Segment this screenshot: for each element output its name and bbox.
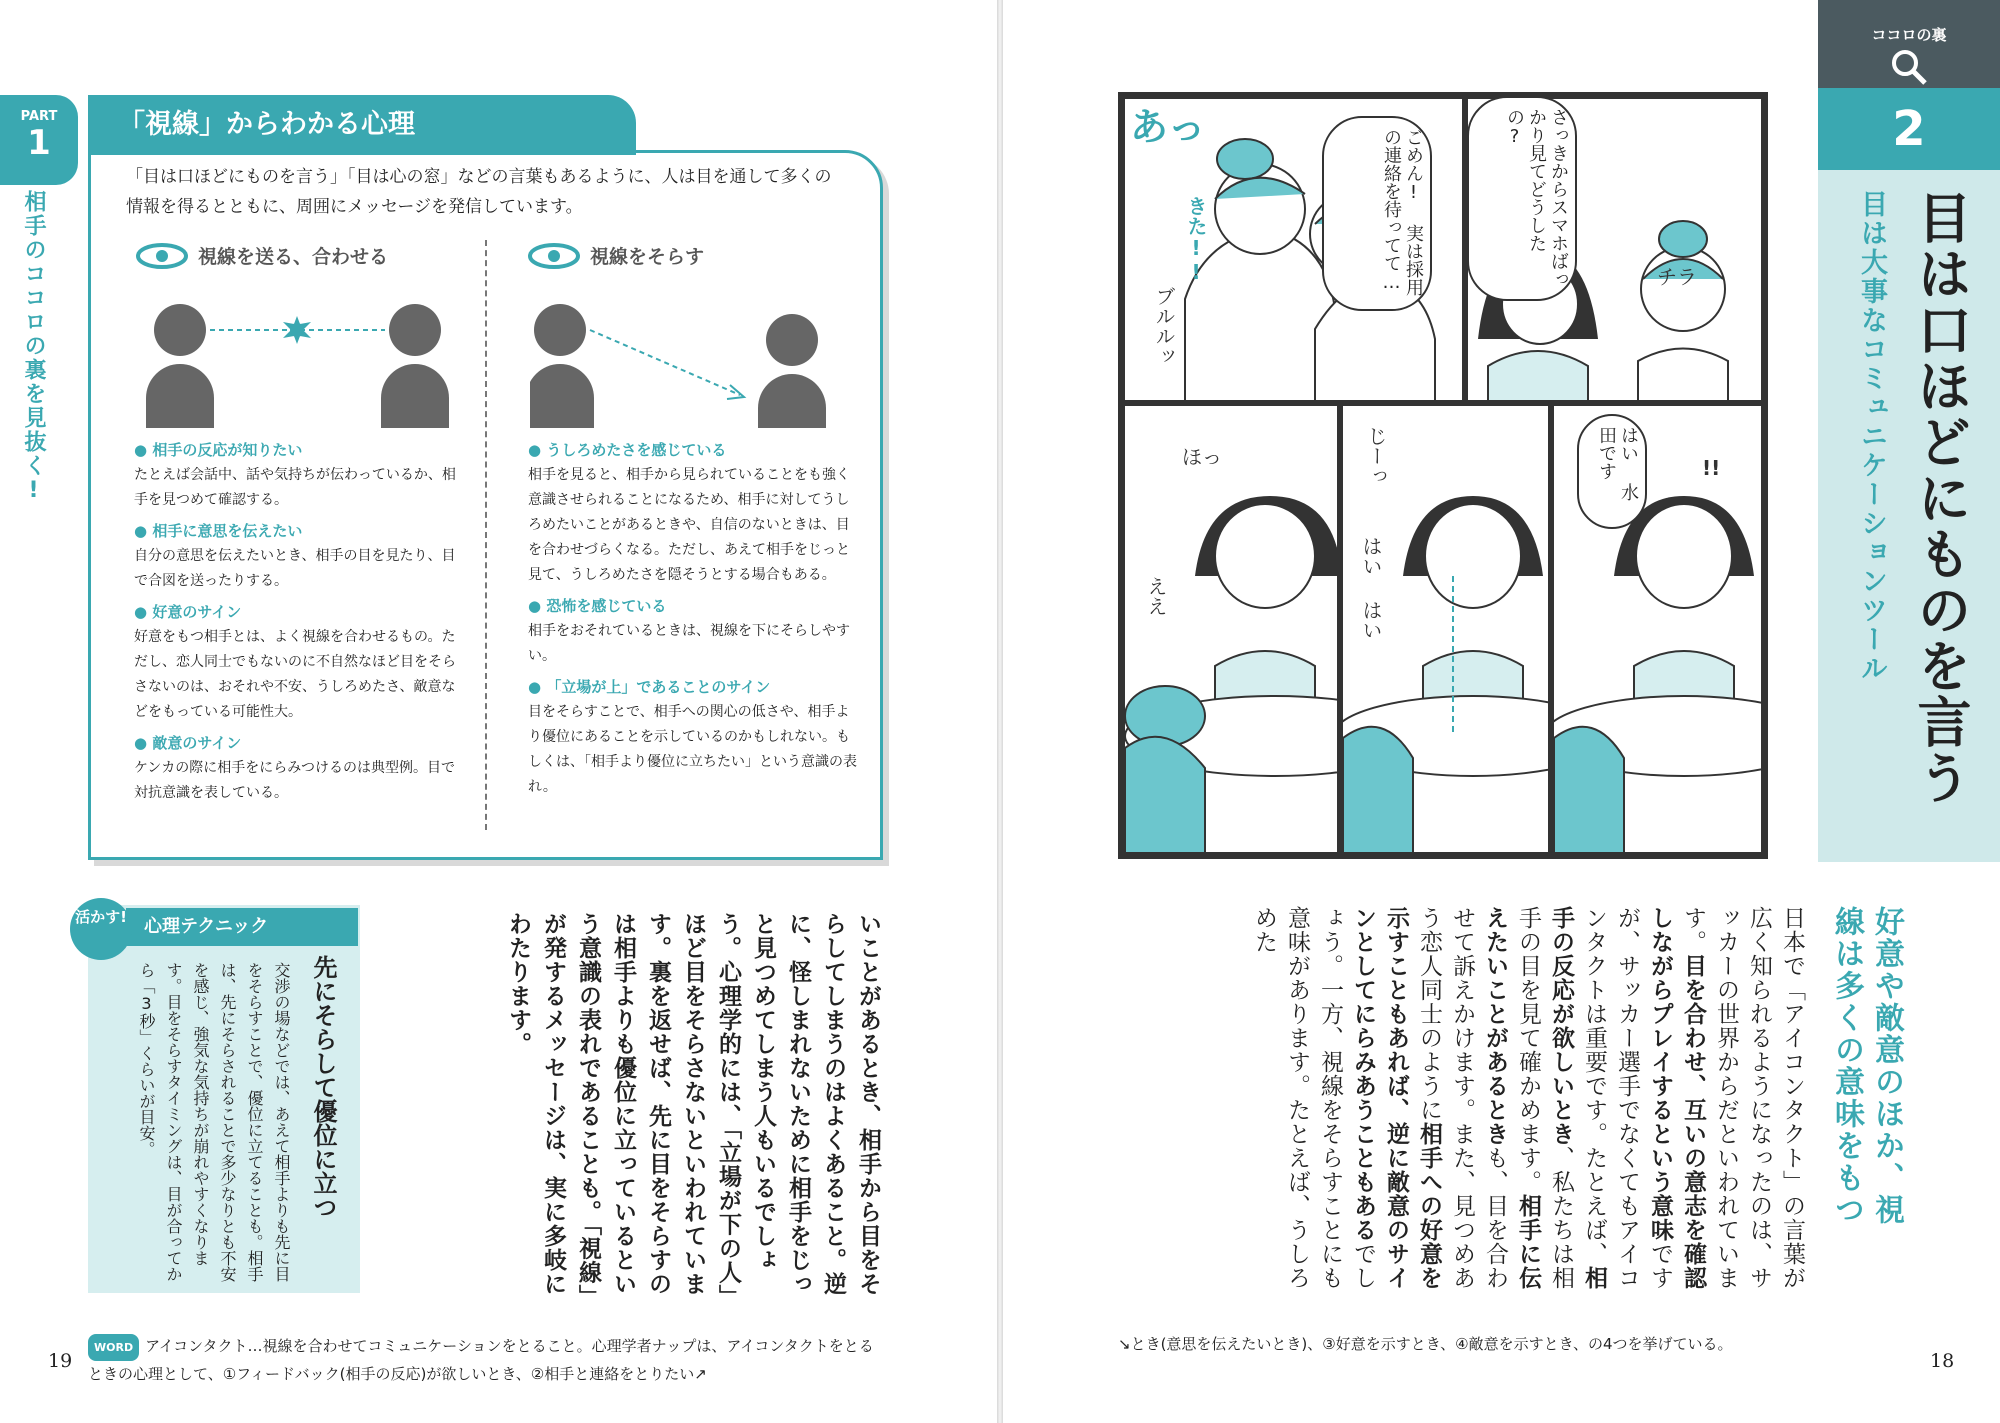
section-number: 2 [1818,88,2000,170]
part-label: PART [20,109,58,124]
col2-heading-text: 視線をそらす [590,246,705,268]
sfx-text: ブルルッ [1152,286,1176,366]
part-side-title: 相手のココロの裏を見抜く! [21,190,46,505]
text-run: ですが、サッカー選手でなくてもアイコンタクトは重要です。たとえば、 [1581,906,1673,1290]
sfx-text: チラ [1657,265,1697,289]
part-number: 1 [27,123,51,163]
sfx-text: はい はい [1359,536,1383,640]
text-run-bold: 相手の反応が欲しいとき [1548,906,1607,1290]
text-run: でしょう。一方、視線をそらすことにも意味があります。たとえば、うしろめた [1251,906,1376,1290]
page-number-left: 19 [48,1350,73,1372]
item-heading: ● 恐怖を感じている [528,594,858,619]
box-intro: 「目は口ほどにものを言う」「目は心の窓」などの言葉もあるように、人は目を通して多くの情報を得るとともに、周囲にメッセージを発信しています。 [126,167,832,217]
speech-bubble: さっきからスマホばっかり見てどうしたの? [1467,96,1577,301]
word-text: アイコンタクト…視線を合わせてコミュニケーションをとること。心理学者ナップは、アイコンタクトをとるときの心理として、①フィードバック(相手の反応)が欲しいとき、②相手と連絡をとりたい↗ [88,1337,874,1383]
page-title: 目は口ほどにものを言う [1909,190,1972,806]
text-run: も、目を合わせて訴えかけます。また、見つめあう恋人同士のように [1416,906,1508,1290]
sfx-text: ええ [1144,576,1168,616]
part-tab [0,95,78,185]
item-text: ケンカの際に相手をにらみつけるのは典型例。目で対抗意識を表している。 [134,760,456,801]
technique-tag: 活かす! [70,898,132,960]
sfx-text: !! [1702,456,1721,480]
word-tag: WORD [88,1334,139,1361]
section-tab [1818,0,2000,88]
item-text: 相手を見ると、相手から見られていることをも強く意識させられることになるため、相手に対してうしろめたいことがあるときや、自信のないときは、目を合わせづらくなる。ただし、あえて相手をじっと見て、うしろめたさを隠そうとする場合もある。 [528,467,850,583]
speech-bubble: はい 水田です [1577,414,1647,529]
technique-title: 先にそらして優位に立つ [309,955,337,1219]
col1-heading-text: 視線を送る、合わせる [198,246,389,268]
item-text: たとえば会話中、話や気持ちが伝わっているか、相手を見つめて確認する。 [134,467,456,508]
text-run-bold: 目を合わせ、互いの意志を確認しながらプレイするという意味 [1647,906,1706,1290]
item-heading: ● 好意のサイン [134,600,464,625]
comic-panel-3 [1122,403,1340,855]
left-main-text: いことがあるとき、相手から目をそらしてしまうのはよくあること。逆に、怪しまれないために相手をじっと見つめてしまう人もいるでしょう。心理学的には、「立場が下の人」ほど目をそらさないといわれています。裏を返せば、先に目をそらすのは相手よりも優位に立っているという意識の表れであることも。「視線」が発するメッセージは、実に多岐にわたります。 [505,912,881,1309]
item-text: 好意をもつ相手とは、よく視線を合わせるもの。ただし、恋人同士でもないのに不自然なほど目をそらさないのは、おそれや不安、うしろめたさ、敵意などをもっている可能性大。 [134,629,456,720]
gaze-avert-illustration [530,300,850,430]
text-run: 日本で「アイコンタクト」の言葉が広く知られるようになったのは、サッカーの世界からだといわれています。 [1680,906,1805,1290]
sfx-text: じーっ [1364,426,1388,486]
comic-art [1125,406,1340,855]
technique-bar: 心理テクニック [126,908,358,946]
item-heading: ● 「立場が上」であることのサイン [528,675,858,700]
magnifier-icon [1889,47,1929,87]
page-number-right: 18 [1930,1350,1955,1372]
item-heading: ● 相手の反応が知りたい [134,438,464,463]
word-footnote [88,1333,888,1388]
page-subtitle: 目は大事なコミュニケーションツール [1856,190,1887,683]
sfx-text: あっ [1130,105,1206,149]
sfx-text: きた!! [1184,196,1208,284]
left-page [0,0,997,1423]
sfx-text: ほっ [1182,445,1222,469]
col2-heading [528,242,704,269]
text-run-bold: 相手への好意を示すこともあれば、逆に敵意のサインとしてにらみあうこともある [1350,906,1442,1290]
text-run-bold: 相手に伝えたいことがあるとき [1482,906,1541,1290]
section-tab-label: ココロの裏 [1871,26,1947,44]
item-heading: ● 敵意のサイン [134,731,464,756]
col1-items [134,432,464,806]
word-footnote-continued: ↘とき(意思を伝えたいとき)、③好意を示すとき、④敵意を示すとき、の4つを挙げている。 [1118,1335,1733,1353]
right-main-text [1118,906,1808,1306]
item-text: 自分の意思を伝えたいとき、相手の目を見たり、目で合図を送ったりする。 [134,548,456,589]
speech-bubble: ごめん! 実は採用の連絡を待ってて… [1322,116,1432,311]
section-heading: 好意や敵意のほか、視線は多くの意味をもつ [1829,906,1904,1226]
col1-heading [136,242,388,269]
eye-icon [136,243,188,269]
technique-text: 交渉の場などでは、あえて相手よりも先に目をそらすことで、優位に立てることも。相手は、先にそらされることで多少なりとも不安を感じ、強気な気持ちが崩れやすくなります。目をそらすタイミングは、目が合ってから「3秒」くらいが目安。 [137,962,291,1282]
gaze-meet-illustration [140,300,460,430]
item-text: 相手をおそれているときは、視線を下にそらしやすい。 [528,623,850,664]
text-run: 、私たちは相手の目を見て確かめます。 [1515,906,1574,1290]
eye-icon [528,243,580,269]
comic-strip [1118,92,1768,859]
col2-items [528,432,858,800]
column-divider [485,240,487,830]
item-heading: ● 相手に意思を伝えたい [134,519,464,544]
item-heading: ● うしろめたさを感じている [528,438,858,463]
item-text: 目をそらすことで、相手への関心の低さや、相手より優位にあることを示しているのかもしれない。もしくは、「相手より優位に立ちたい」という意識の表れ。 [528,704,857,795]
box-title: 「視線」からわかる心理 [88,95,636,155]
